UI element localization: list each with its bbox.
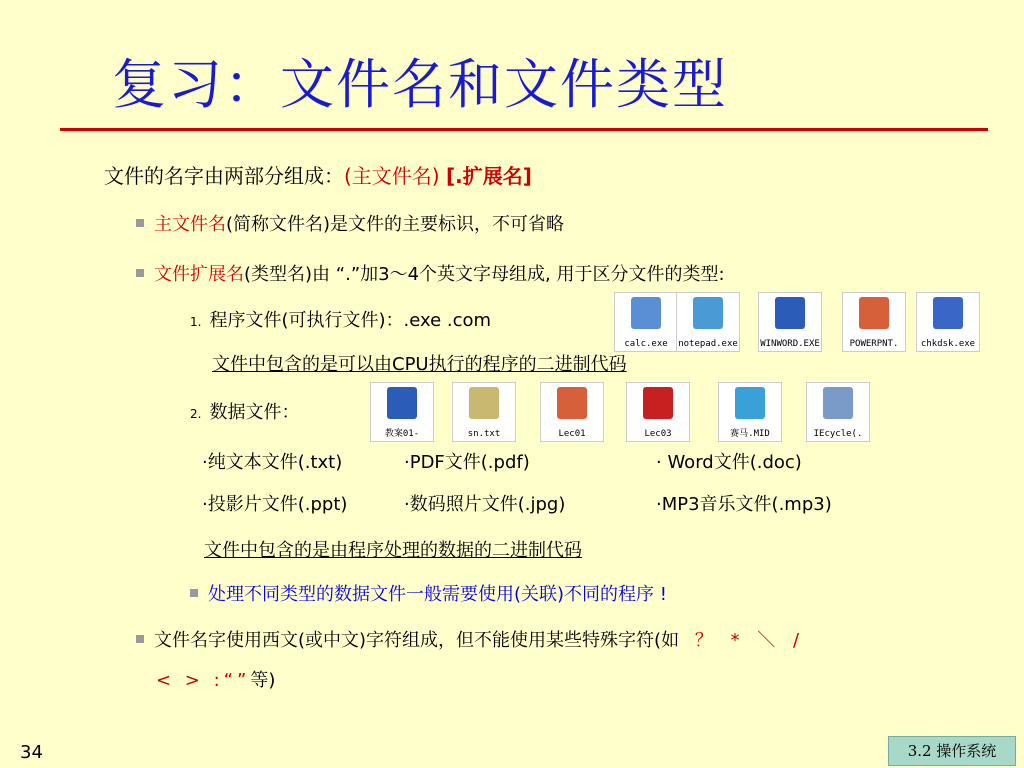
title-divider bbox=[60, 128, 988, 131]
footer-section: 3.2 操作系统 bbox=[888, 736, 1016, 766]
midi-file-icon[interactable] bbox=[718, 382, 782, 442]
notepad-icon[interactable] bbox=[676, 292, 740, 352]
pdf-file-icon[interactable] bbox=[626, 382, 690, 442]
item-program-files bbox=[190, 306, 491, 332]
bullet-extension bbox=[136, 260, 725, 286]
type-doc: · Word文件(.doc) bbox=[656, 452, 802, 473]
word-doc-icon[interactable] bbox=[370, 382, 434, 442]
bullet4-chars2: < > :“” bbox=[156, 670, 251, 691]
bullet2-red: 文件扩展名 bbox=[154, 264, 244, 285]
item-data-files bbox=[190, 398, 299, 424]
bullet2-rest: (类型名)由 “.”加3～4个英文字母组成, 用于区分文件的类型: bbox=[244, 264, 725, 285]
flash-file-icon[interactable] bbox=[806, 382, 870, 442]
flash-file-icon-graphic bbox=[823, 387, 853, 419]
bullet4-text: 文件名字使用西文(或中文)字符组成，但不能使用某些特殊字符(如 bbox=[154, 630, 680, 651]
item1-number: 1. bbox=[190, 315, 202, 329]
chkdsk-icon[interactable] bbox=[916, 292, 980, 352]
icon-caption: IEcycle(. bbox=[813, 429, 863, 439]
icon-caption: 教案01- bbox=[384, 429, 420, 439]
bullet1-red: 主文件名 bbox=[154, 214, 226, 235]
slide-title: 复习：文件名和文件类型 bbox=[112, 53, 728, 116]
intro-line bbox=[104, 160, 532, 189]
calc-icon-graphic bbox=[631, 297, 661, 329]
winword-icon-graphic bbox=[775, 297, 805, 329]
chkdsk-icon-graphic bbox=[933, 297, 963, 329]
icon-caption: sn.txt bbox=[467, 429, 501, 439]
type-txt: ·纯文本文件(.txt) bbox=[202, 452, 343, 473]
item2-number: 2. bbox=[190, 407, 202, 421]
winword-icon[interactable] bbox=[758, 292, 822, 352]
type-mp3: ·MP3音乐文件(.mp3) bbox=[656, 494, 832, 515]
powerpnt-icon-graphic bbox=[859, 297, 889, 329]
icon-caption: 赛马.MID bbox=[730, 429, 770, 439]
ppt-file-icon-graphic bbox=[557, 387, 587, 419]
icon-caption: WINWORD.EXE bbox=[760, 339, 820, 349]
word-doc-icon-graphic bbox=[387, 387, 417, 419]
bullet-main-name bbox=[136, 210, 564, 236]
intro-main-name: (主文件名) bbox=[344, 164, 440, 188]
bullet4-line2 bbox=[156, 666, 275, 692]
bullet3-text: 处理不同类型的数据文件一般需要使用(关联)不同的程序 ! bbox=[208, 584, 667, 605]
type-pdf: ·PDF文件(.pdf) bbox=[404, 452, 530, 473]
text-file-icon-graphic bbox=[469, 387, 499, 419]
item1-text: 程序文件(可执行文件)：.exe .com bbox=[209, 310, 492, 331]
icon-caption: POWERPNT. bbox=[849, 339, 899, 349]
bullet1-rest: (简称文件名)是文件的主要标识，不可省略 bbox=[226, 214, 565, 235]
icon-caption: Lec03 bbox=[644, 429, 672, 439]
bullet-icon bbox=[190, 589, 198, 597]
bullet-icon bbox=[136, 219, 144, 227]
bullet-association bbox=[190, 580, 667, 606]
icon-caption: calc.exe bbox=[624, 339, 668, 349]
type-ppt: ·投影片文件(.ppt) bbox=[202, 494, 348, 515]
bullet-special-chars bbox=[136, 626, 805, 652]
item2-text: 数据文件： bbox=[209, 402, 300, 423]
notepad-icon-graphic bbox=[693, 297, 723, 329]
data-files-desc: 文件中包含的是由程序处理的数据的二进制代码 bbox=[204, 540, 582, 561]
midi-file-icon-graphic bbox=[735, 387, 765, 419]
text-file-icon[interactable] bbox=[452, 382, 516, 442]
icon-caption: notepad.exe bbox=[678, 339, 738, 349]
bullet-icon bbox=[136, 635, 144, 643]
icon-caption: chkdsk.exe bbox=[920, 339, 976, 349]
page-number: 34 bbox=[20, 742, 43, 763]
icon-caption: Lec01 bbox=[558, 429, 586, 439]
calc-icon[interactable] bbox=[614, 292, 678, 352]
bullet-icon bbox=[136, 269, 144, 277]
pdf-file-icon-graphic bbox=[643, 387, 673, 419]
intro-text: 文件的名字由两部分组成： bbox=[104, 164, 344, 188]
powerpnt-icon[interactable] bbox=[842, 292, 906, 352]
type-jpg: ·数码照片文件(.jpg) bbox=[404, 494, 566, 515]
bullet4-chars1: ？ * ＼ / bbox=[694, 630, 806, 651]
intro-extension: [.扩展名] bbox=[445, 164, 532, 188]
program-files-desc: 文件中包含的是可以由CPU执行的程序的二进制代码 bbox=[212, 354, 627, 375]
bullet4-end: 等) bbox=[250, 670, 276, 691]
ppt-file-icon[interactable] bbox=[540, 382, 604, 442]
